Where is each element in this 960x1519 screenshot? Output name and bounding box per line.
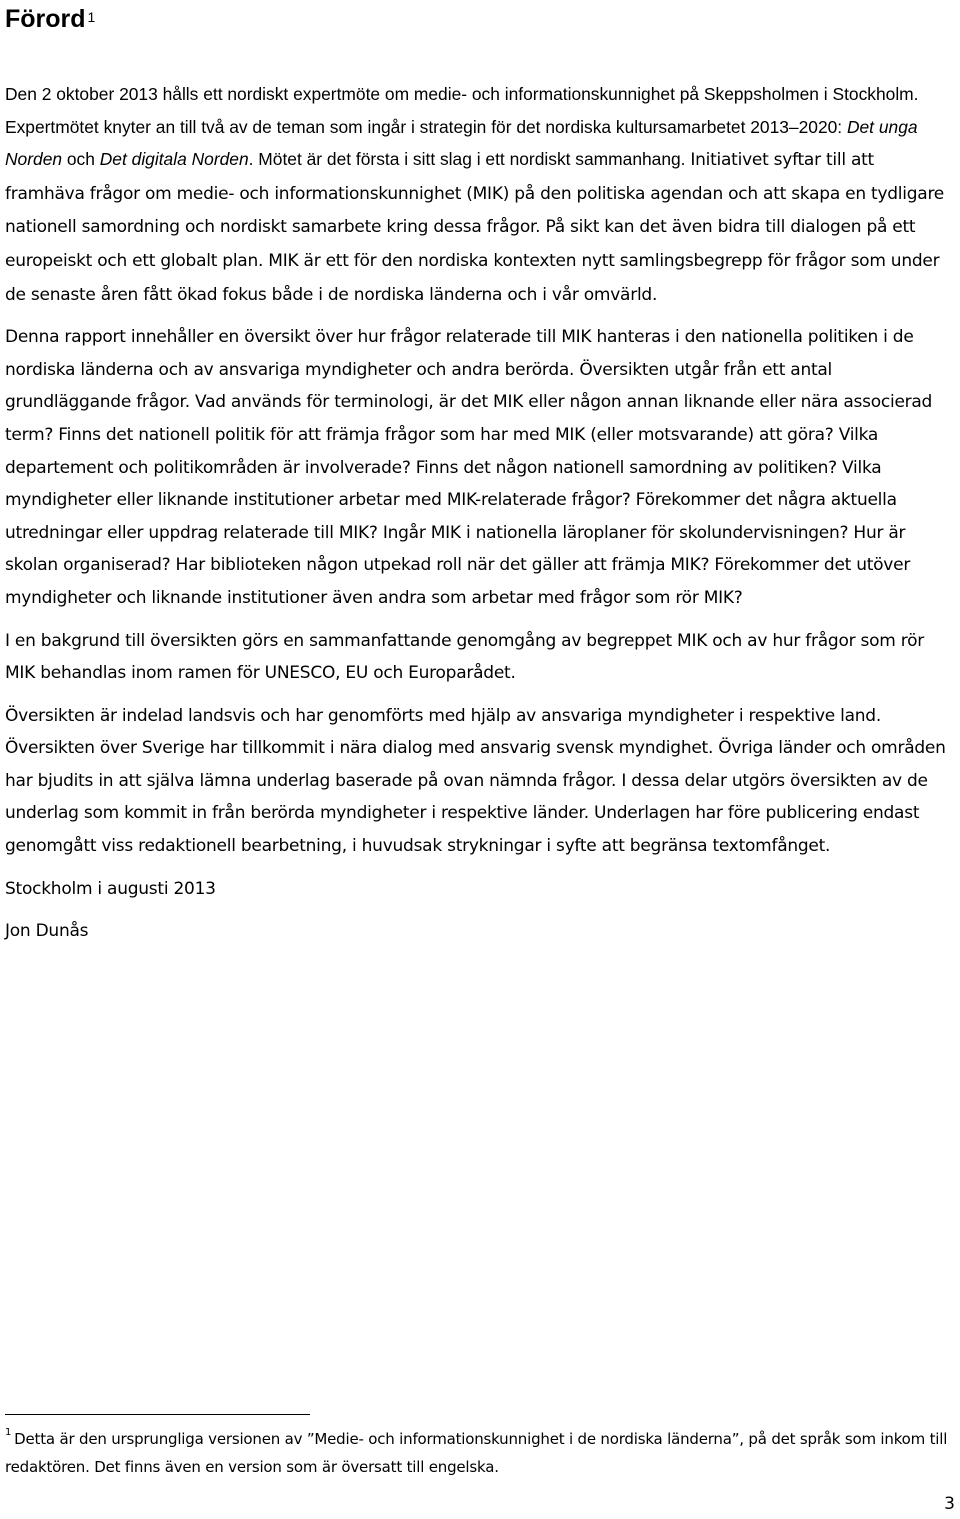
intro-emphasis-1: Det unga Norden (5, 116, 918, 170)
body-text (5, 78, 955, 958)
place-date-line: Stockholm i augusti 2013 (5, 878, 216, 899)
footnote-separator (5, 1414, 310, 1415)
intro-text-2: och (62, 149, 100, 170)
paragraph-intro (5, 78, 955, 311)
heading-text: Förord (5, 5, 86, 33)
page-number: 3 (944, 1494, 955, 1514)
intro-emphasis-2: Det digitala Norden (99, 149, 249, 170)
intro-text-3: . Mötet är det första i sitt slag i ett nordiskt sammanhang. (248, 149, 691, 170)
intro-text-1: Den 2 oktober 2013 hålls ett nordiskt expertmöte om medie- och informationskunnighet på Skeppsholmen i Stockholm. Expertmötet knyter an till två av de teman som ingår i strategin för det nordiska kultursamarbetet 2013–2020: (5, 84, 919, 137)
author-signature: Jon Dunås (5, 921, 89, 942)
footnote-text: Detta är den ursprungliga versionen av ”Medie- och informationskunnighet i de nordiska länderna”, på det språk som inkom till redaktören. Det finns även en version som är översatt till engelska. (5, 1430, 948, 1476)
intro-text-4: Initiativet syftar till att framhäva frågor om medie- och informationskunnighet (MIK) på den politiska agendan och att skapa en tydligare nationell samordning och nordiskt samarbete kring dessa frågor. På sikt kan det även bidra till dialogen på ett europeiskt och ett globalt plan. MIK är ett för den nordiska kontexten nytt samlingsbegrepp för frågor som under de senaste åren fått ökad fokus både i de nordiska länderna och i vår omvärld. (5, 150, 945, 305)
heading-footnote-marker: 1 (87, 9, 96, 25)
paragraph-background: I en bakgrund till översikten görs en sammanfattande genomgång av begreppet MIK och av hur frågor som rör MIK behandlas inom ramen för UNESCO, EU och Europarådet. (5, 630, 924, 684)
paragraph-method: Översikten är indelad landsvis och har genomförts med hjälp av ansvariga myndigheter i respektive land. Översikten över Sverige har tillkommit i nära dialog med ansvarig svensk myndighet. Övriga länder och områden har bjudits in att själva lämna underlag baserade på ovan nämnda frågor. I dessa delar utgörs översikten av de underlag som kommit in från berörda myndigheter i respektive länder. Underlagen har före publicering endast genomgått viss redaktionell bearbetning, i huvudsak strykningar i syfte att begränsa textomfånget. (5, 705, 946, 857)
footnote (5, 1425, 955, 1481)
paragraph-report-scope: Denna rapport innehåller en översikt över hur frågor relaterade till MIK hanteras i den nationella politiken i de nordiska länderna och av ansvariga myndigheter och andra berörda. Översikten utgår från ett antal grundläggande frågor. Vad används för terminologi, är det MIK eller någon annan liknande eller nära associerad term? Finns det nationell politik för att främja frågor som har med MIK (eller motsvarande) att göra? Vilka departement och politikområden är involverade? Finns det någon nationell samordning av politiken? Vilka myndigheter eller liknande institutioner arbetar med MIK-relaterade frågor? Förekommer det några aktuella utredningar eller uppdrag relaterade till MIK? Ingår MIK i nationella läroplaner för skolundervisningen? Hur är skolan organiserad? Har biblioteken någon utpekad roll när det gäller att främja MIK? Förekommer det utöver myndigheter och liknande institutioner även andra som arbetar med frågor som rör MIK? (5, 327, 933, 608)
page-title (5, 2, 95, 36)
footnote-number: 1 (5, 1427, 12, 1438)
